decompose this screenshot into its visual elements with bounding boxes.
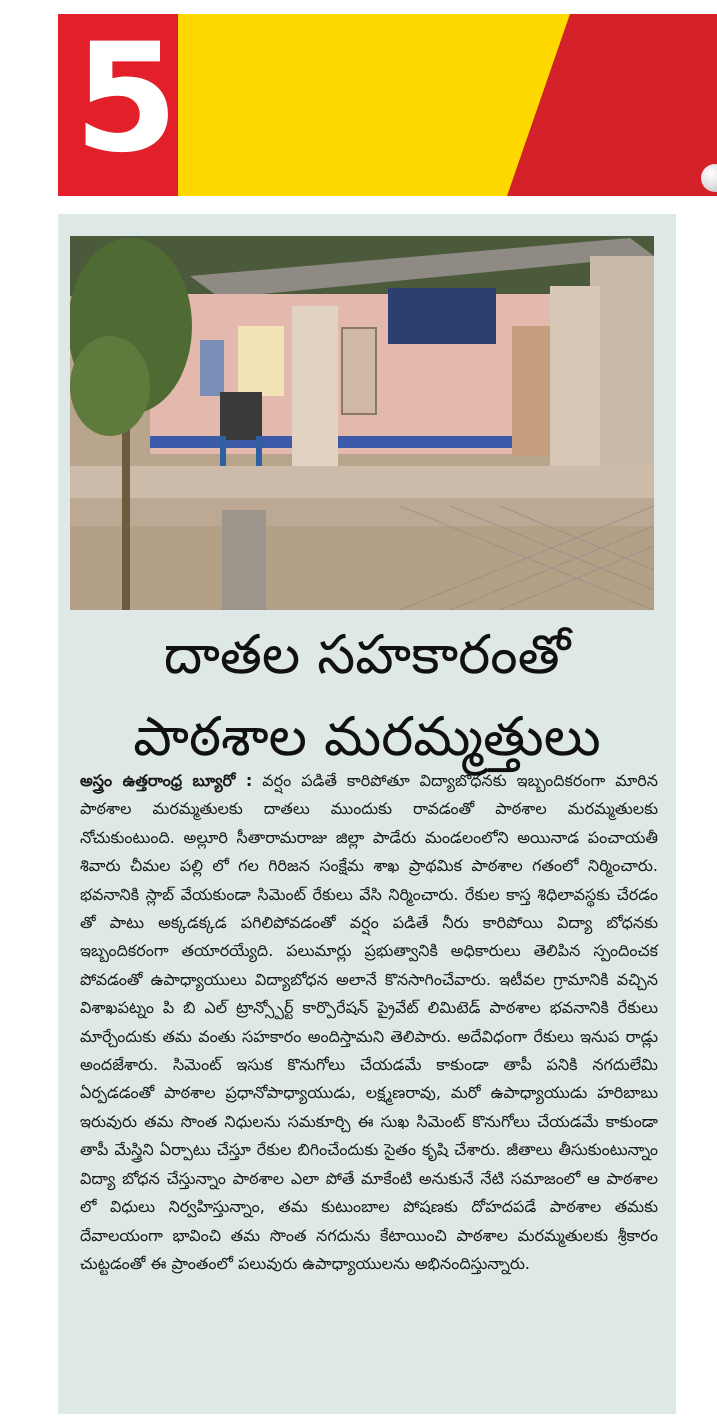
masthead-banner (58, 14, 717, 196)
article-body (80, 767, 658, 1278)
article-card (58, 214, 676, 1414)
article-body-text: వర్షం పడితే కారిపోతూ విద్యాబోధనకు ఇబ్బందికరంగా మారిన పాఠశాల మరమ్మతులకు దాతలు ముందుకు రావడంతో పాఠశాల మరమ్మతులకు నోచుకుంటుంది. అల్లూరి సీతారామరాజు జిల్లా పాడేరు మండలంలోని అయినాడ పంచాయతీ శివారు చీమల పల్లి లో గల గిరిజన సంక్షేమ శాఖ ప్రాథమిక పాఠశాల గతంలో నిర్మించారు. భవనానికి స్లాబ్ వేయకుండా సిమెంట్ రేకులు వేసి నిర్మించారు. రేకుల కాస్త శిధిలావస్థకు చేరడం తో పాటు అక్కడక్కడ పగిలిపోవడంతో వర్షం పడితే నీరు కారిపోయి విద్యా బోధనకు ఇబ్బందికరంగా తయారయ్యేది. పలుమార్లు ప్రభుత్వానికి అధికారులు తెలిపిన స్పందించక పోవడంతో ఉపాధ్యాయులు విద్యాబోధన అలానే కొనసాగించేవారు. ఇటీవల గ్రామానికి వచ్చిన విశాఖపట్నం పి బి ఎల్ ట్రాన్స్పోర్ట్ కార్పొరేషన్ ప్రైవేట్ లిమిటెడ్ పాఠశాల భవనానికి రేకులు మార్చేందుకు తమ వంతు సహకారం అందిస్తామని తెలిపారు. అదేవిధంగా రేకులు ఇనుప రాడ్లు అందజేశారు. సిమెంట్ ఇసుక కొనుగోలు చేయడమే కాకుండా తాపీ పనికి నగదులేమి ఏర్పడడంతో పాఠశాల ప్రధానోపాధ్యాయుడు, లక్ష్మణరావు, మరో ఉపాధ్యాయుడు హరిబాబు ఇరువురు తమ సొంత నిధులను సమకూర్చి ఈ సుఖ సిమెంట్ కొనుగోలు చేయడమే కాకుండా తాపీ మేస్త్రిని ఏర్పాటు చేస్తూ రేకుల బిగించేందుకు సైతం కృషి చేశారు. జీతాలు తీసుకుంటున్నాం విద్యా బోధన చేస్తున్నాం పాఠశాల ఎలా పోతే మాకేంటి అనుకునే నేటి సమాజంలో ఆ పాఠశాల లో విధులు నిర్వహిస్తున్నాం, తమ కుటుంబాల పోషణకు దోహదపడే పాఠశాల తమకు దేవాలయంగా భావించి తమ సొంత నగదును కేటాయించి పాఠశాల మరమ్మతులకు శ్రీకారం చుట్టడంతో ఈ ప్రాంతంలో పలువురు ఉపాధ్యాయులను అభినందిస్తున్నారు. (80, 771, 659, 1273)
banner-red-stripe (507, 14, 717, 196)
headline-line-1: దాతల సహకారంతో (163, 623, 571, 686)
byline: అస్త్రం ఉత్తరాంధ్ర బ్యూరో : (80, 771, 253, 790)
page-number: 5 (74, 14, 179, 186)
article-photo (70, 236, 654, 610)
headline-line-2: పాఠశాల మరమ్మత్తులు (133, 705, 601, 768)
